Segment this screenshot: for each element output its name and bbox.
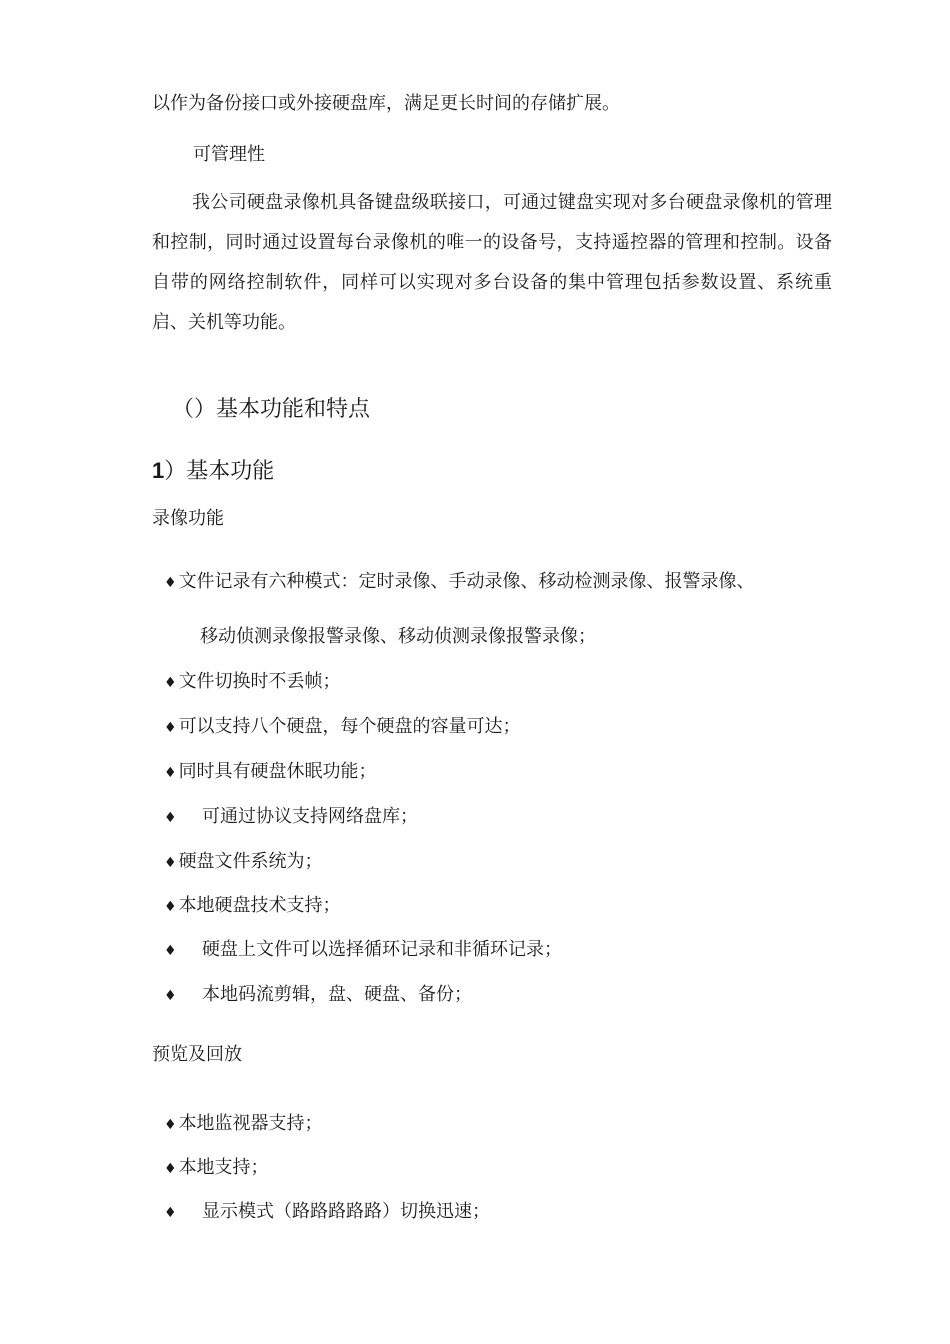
diamond-bullet-icon: ♦ [164,1161,177,1177]
diamond-bullet-icon: ♦ [164,575,177,591]
subsection-number: 1 [152,458,165,483]
preview-item-2 [164,1156,269,1181]
section-heading: （）基本功能和特点 [172,397,371,422]
recording-item-6 [164,850,323,875]
diamond-bullet-icon: ♦ [164,855,177,871]
recording-item-9 [164,983,472,1008]
recording-item-text: 硬盘上文件可以选择循环记录和非循环记录； [202,939,562,960]
intro-continuation-text: 以作为备份接口或外接硬盘库，满足更长时间的存储扩展。 [152,93,620,114]
recording-item-4 [164,760,377,785]
recording-item-text: 文件记录有六种模式：定时录像、手动录像、移动检测录像、报警录像、 [178,571,755,592]
diamond-bullet-icon: ♦ [164,810,177,826]
recording-heading: 录像功能 [152,508,224,529]
recording-item-1 [164,570,755,595]
recording-item-3 [164,715,521,740]
recording-item-text: 可以支持八个硬盘，每个硬盘的容量可达； [178,716,521,737]
diamond-bullet-icon: ♦ [164,765,177,781]
preview-heading: 预览及回放 [152,1044,242,1065]
diamond-bullet-icon: ♦ [164,720,177,736]
recording-item-1-continued: 移动侦测录像报警录像、移动侦测录像报警录像； [200,626,596,647]
diamond-bullet-icon: ♦ [164,988,177,1004]
recording-item-2 [164,670,341,695]
diamond-bullet-icon: ♦ [164,1117,177,1133]
recording-item-text: 同时具有硬盘休眠功能； [178,761,377,782]
recording-item-text: 本地码流剪辑，盘、硬盘、备份； [202,984,472,1005]
subsection-heading [152,457,274,486]
diamond-bullet-icon: ♦ [164,675,177,691]
recording-item-8 [164,938,562,963]
preview-item-1 [164,1112,323,1137]
recording-item-text: 本地硬盘技术支持； [178,895,341,916]
diamond-bullet-icon: ♦ [164,899,177,915]
recording-item-text: 硬盘文件系统为； [178,851,323,872]
preview-item-text: 本地支持； [178,1157,269,1178]
manageability-paragraph: 我公司硬盘录像机具备键盘级联接口，可通过键盘实现对多台硬盘录像机的管理和控制，同时通过设置每台录像机的唯一的设备号，支持遥控器的管理和控制。设备自带的网络控制软件，同样可以实现对多台设备的集中管理包括参数设置、系统重启、关机等功能。 [152,192,832,333]
recording-item-text: 文件切换时不丢帧； [178,671,341,692]
diamond-bullet-icon: ♦ [164,943,177,959]
preview-item-3 [164,1200,490,1225]
subsection-title: ）基本功能 [164,459,275,484]
manageability-heading: 可管理性 [193,144,265,165]
preview-item-text: 本地监视器支持； [178,1113,323,1134]
recording-item-5 [164,805,418,830]
preview-item-text: 显示模式（路路路路路）切换迅速； [202,1201,490,1222]
recording-item-7 [164,894,341,919]
diamond-bullet-icon: ♦ [164,1205,177,1221]
recording-item-text: 可通过协议支持网络盘库； [202,806,418,827]
